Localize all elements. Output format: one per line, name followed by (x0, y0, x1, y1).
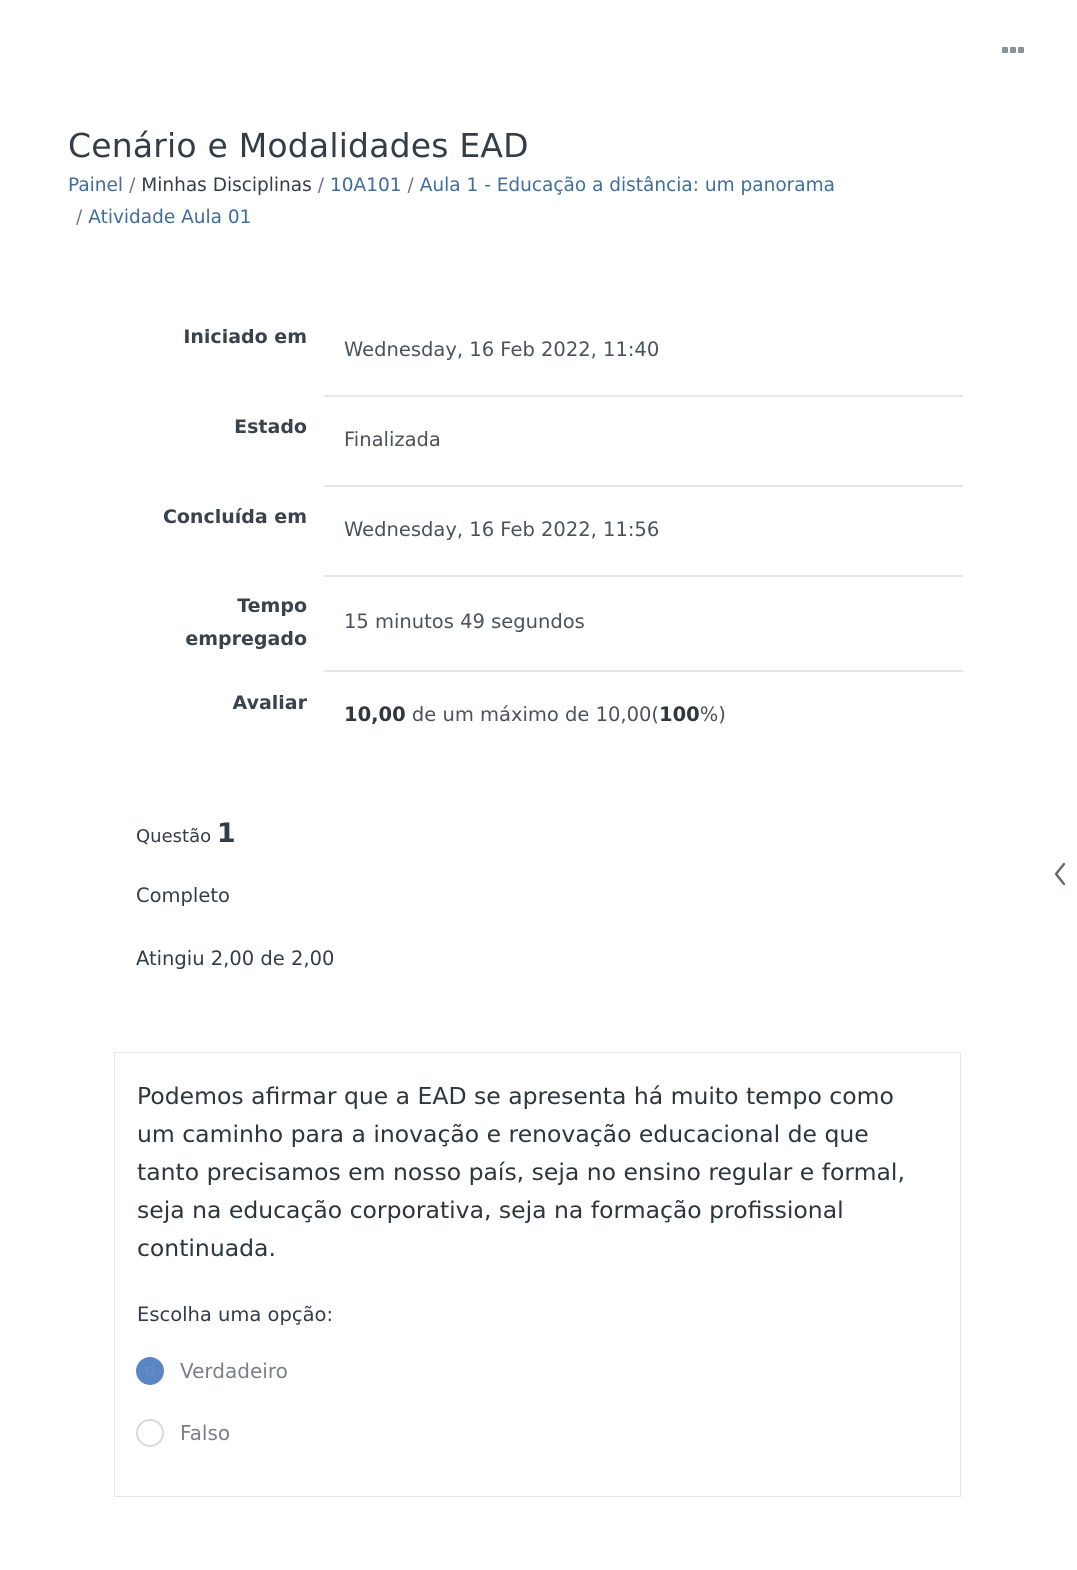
breadcrumb-separator: / (407, 175, 414, 196)
breadcrumb-item-aula[interactable]: Aula 1 - Educação a distância: um panorama (419, 175, 835, 196)
grade-score: 10,00 (344, 703, 406, 726)
option-verdadeiro[interactable] (136, 1357, 288, 1385)
row-divider (324, 395, 963, 397)
question-content-box (114, 1052, 961, 1497)
summary-label: Avaliar (232, 692, 307, 714)
page-title: Cenário e Modalidades EAD (68, 126, 529, 165)
row-divider (324, 670, 963, 672)
grade-end: %) (699, 703, 726, 726)
option-label: Verdadeiro (180, 1359, 288, 1383)
grade-percent: 100 (659, 703, 700, 726)
breadcrumb (68, 170, 908, 234)
summary-label: Estado (234, 416, 307, 438)
dot-icon (1018, 47, 1024, 53)
summary-value: Wednesday, 16 Feb 2022, 11:40 (344, 338, 660, 361)
breadcrumb-item-course[interactable]: 10A101 (330, 175, 402, 196)
question-number: 1 (216, 818, 236, 849)
radio-checked-icon[interactable] (136, 1357, 164, 1385)
summary-value: 15 minutos 49 segundos (344, 610, 585, 633)
question-text: Podemos afirmar que a EAD se apresenta há muito tempo como um caminho para a inovação e renovação educacional de que tanto precisamos em nosso país, seja no ensino regular e formal, seja na educação corporativa, seja na formação profissional continuada. (137, 1082, 905, 1262)
row-divider (324, 575, 963, 577)
chevron-left-icon[interactable] (1050, 860, 1070, 892)
option-label: Falso (180, 1421, 231, 1445)
breadcrumb-separator: / (129, 175, 136, 196)
question-prompt: Escolha uma opção: (137, 1303, 334, 1326)
radio-dot (147, 1368, 153, 1374)
summary-label-line: empregado (185, 628, 307, 650)
dot-icon (1010, 47, 1016, 53)
breadcrumb-item-minhas-disciplinas: Minhas Disciplinas (141, 175, 312, 196)
summary-label-line: Tempo (237, 595, 307, 617)
breadcrumb-separator: / (76, 207, 83, 228)
more-options-button[interactable] (1000, 40, 1026, 60)
summary-label: Iniciado em (183, 326, 307, 348)
grade-mid: de um máximo de 10,00( (405, 703, 660, 726)
summary-label: Concluída em (162, 506, 307, 528)
question-label: Questão (136, 826, 212, 847)
breadcrumb-item-atividade[interactable]: Atividade Aula 01 (88, 207, 252, 228)
summary-value: Wednesday, 16 Feb 2022, 11:56 (344, 518, 660, 541)
dot-icon (1002, 47, 1008, 53)
summary-label (120, 590, 307, 656)
question-state: Completo (136, 884, 230, 907)
question-grade: Atingiu 2,00 de 2,00 (136, 947, 335, 970)
option-falso[interactable] (136, 1419, 230, 1447)
row-divider (324, 485, 963, 487)
breadcrumb-item-painel[interactable]: Painel (68, 175, 124, 196)
summary-value: Finalizada (344, 428, 441, 451)
summary-value (344, 703, 726, 726)
breadcrumb-separator: / (317, 175, 324, 196)
question-number-label (136, 818, 236, 849)
radio-unchecked-icon[interactable] (136, 1419, 164, 1447)
